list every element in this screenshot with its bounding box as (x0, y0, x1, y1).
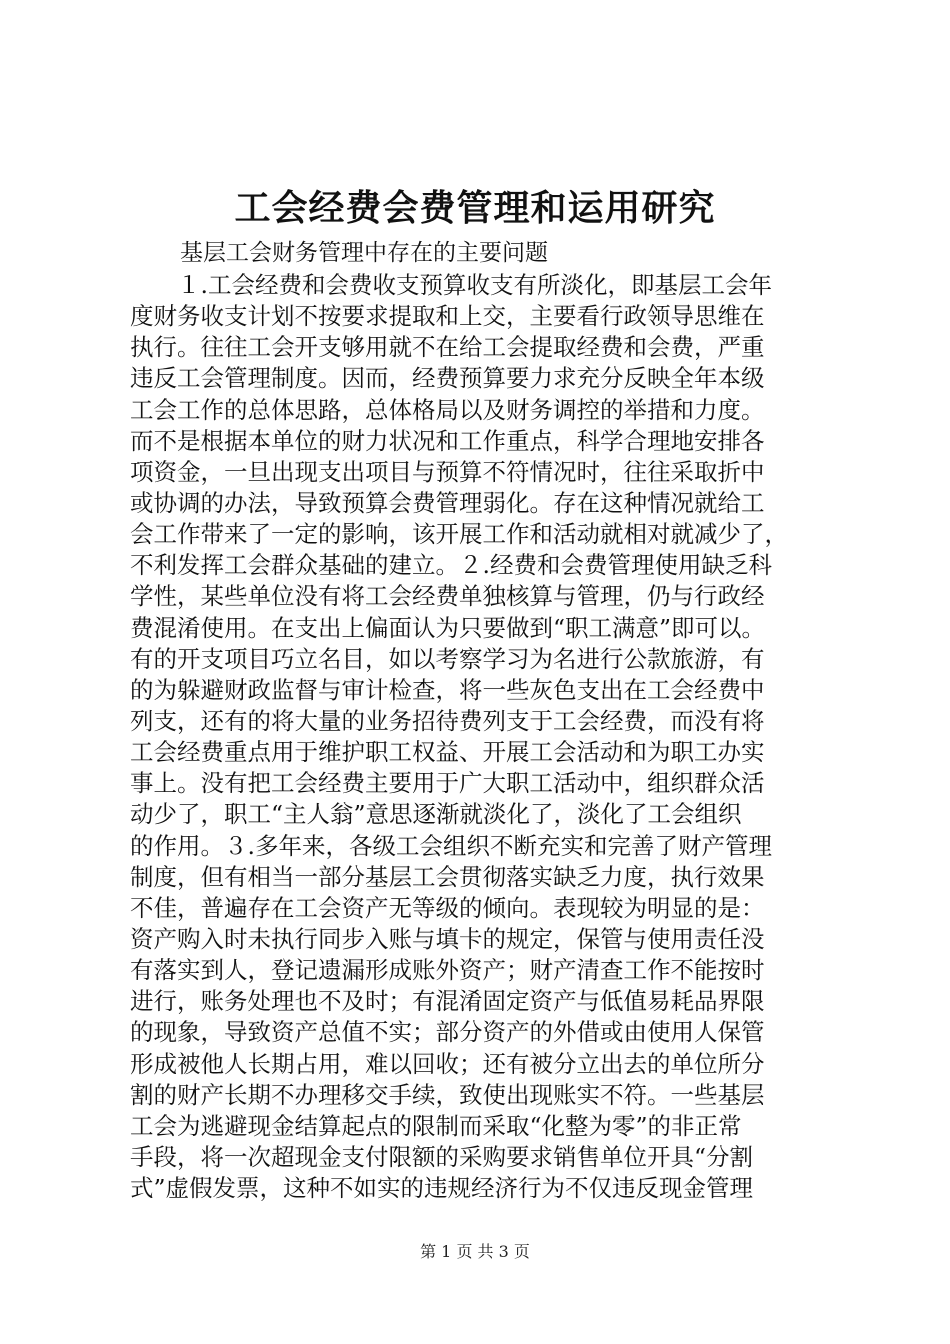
body-line: １.工会经费和会费收支预算收支有所淡化，即基层工会年 (130, 271, 772, 299)
body-line: 项资金，一旦出现支出项目与预算不符情况时，往往采取折中 (130, 457, 765, 486)
body-line: 费混淆使用。在支出上偏面认为只要做到“职工满意”即可以。 (130, 613, 766, 642)
body-line: 违反工会管理制度。因而，经费预算要力求充分反映全年本级 (130, 364, 765, 393)
body-line: 制度，但有相当一部分基层工会贯彻落实缺乏力度，执行效果 (130, 862, 765, 891)
document-title: 工会经费会费管理和运用研究 (234, 187, 716, 229)
body-line: 学性，某些单位没有将工会经费单独核算与管理，仍与行政经 (130, 582, 765, 611)
body-line: 列支，还有的将大量的业务招待费列支于工会经费，而没有将 (130, 706, 765, 735)
body-line: 的为躲避财政监督与审计检查，将一些灰色支出在工会经费中 (130, 675, 765, 704)
body-line: 式”虚假发票，这种不如实的违规经济行为不仅违反现金管理 (130, 1174, 754, 1203)
section-heading: 基层工会财务管理中存在的主要问题 (180, 240, 548, 266)
body-line: 事上。没有把工会经费主要用于广大职工活动中，组织群众活 (130, 769, 765, 798)
body-line: 形成被他人长期占用，难以回收；还有被分立出去的单位所分 (130, 1049, 765, 1078)
body-text (130, 270, 840, 1204)
body-line: 工会经费重点用于维护职工权益、开展工会活动和为职工办实 (130, 738, 765, 767)
body-line: 度财务收支计划不按要求提取和上交，主要看行政领导思维在 (130, 302, 765, 331)
body-line: 有的开支项目巧立名目，如以考察学习为名进行公款旅游，有 (130, 644, 765, 673)
body-line: 的作用。３.多年来，各级工会组织不断充实和完善了财产管理 (130, 831, 772, 860)
body-line: 手段，将一次超现金支付限额的采购要求销售单位开具“分割 (130, 1142, 754, 1171)
body-line: 而不是根据本单位的财力状况和工作重点，科学合理地安排各 (130, 426, 765, 455)
body-line: 动少了，职工“主人翁”意思逐渐就淡化了，淡化了工会组织 (130, 800, 742, 829)
body-line: 不利发挥工会群众基础的建立。２.经费和会费管理使用缺乏科 (130, 551, 772, 580)
body-line: 工会工作的总体思路，总体格局以及财务调控的举措和力度。 (130, 395, 765, 424)
body-line: 进行，账务处理也不及时；有混淆固定资产与低值易耗品界限 (130, 987, 765, 1016)
body-line: 执行。往往工会开支够用就不在给工会提取经费和会费，严重 (130, 333, 765, 362)
body-line: 会工作带来了一定的影响，该开展工作和活动就相对就减少了， (130, 520, 788, 549)
body-line: 割的财产长期不办理移交手续，致使出现账实不符。一些基层 (130, 1080, 765, 1109)
body-line: 资产购入时未执行同步入账与填卡的规定，保管与使用责任没 (130, 924, 765, 953)
page-footer: 第 1 页 共 3 页 (420, 1242, 530, 1261)
body-line: 工会为逃避现金结算起点的限制而采取“化整为零”的非正常 (130, 1111, 742, 1140)
body-line: 有落实到人，登记遗漏形成账外资产；财产清查工作不能按时 (130, 956, 765, 985)
body-line: 或协调的办法，导致预算会费管理弱化。存在这种情况就给工 (130, 488, 765, 517)
body-line: 不佳，普遍存在工会资产无等级的倾向。表现较为明显的是： (130, 893, 765, 922)
body-line: 的现象，导致资产总值不实；部分资产的外借或由使用人保管 (130, 1018, 765, 1047)
